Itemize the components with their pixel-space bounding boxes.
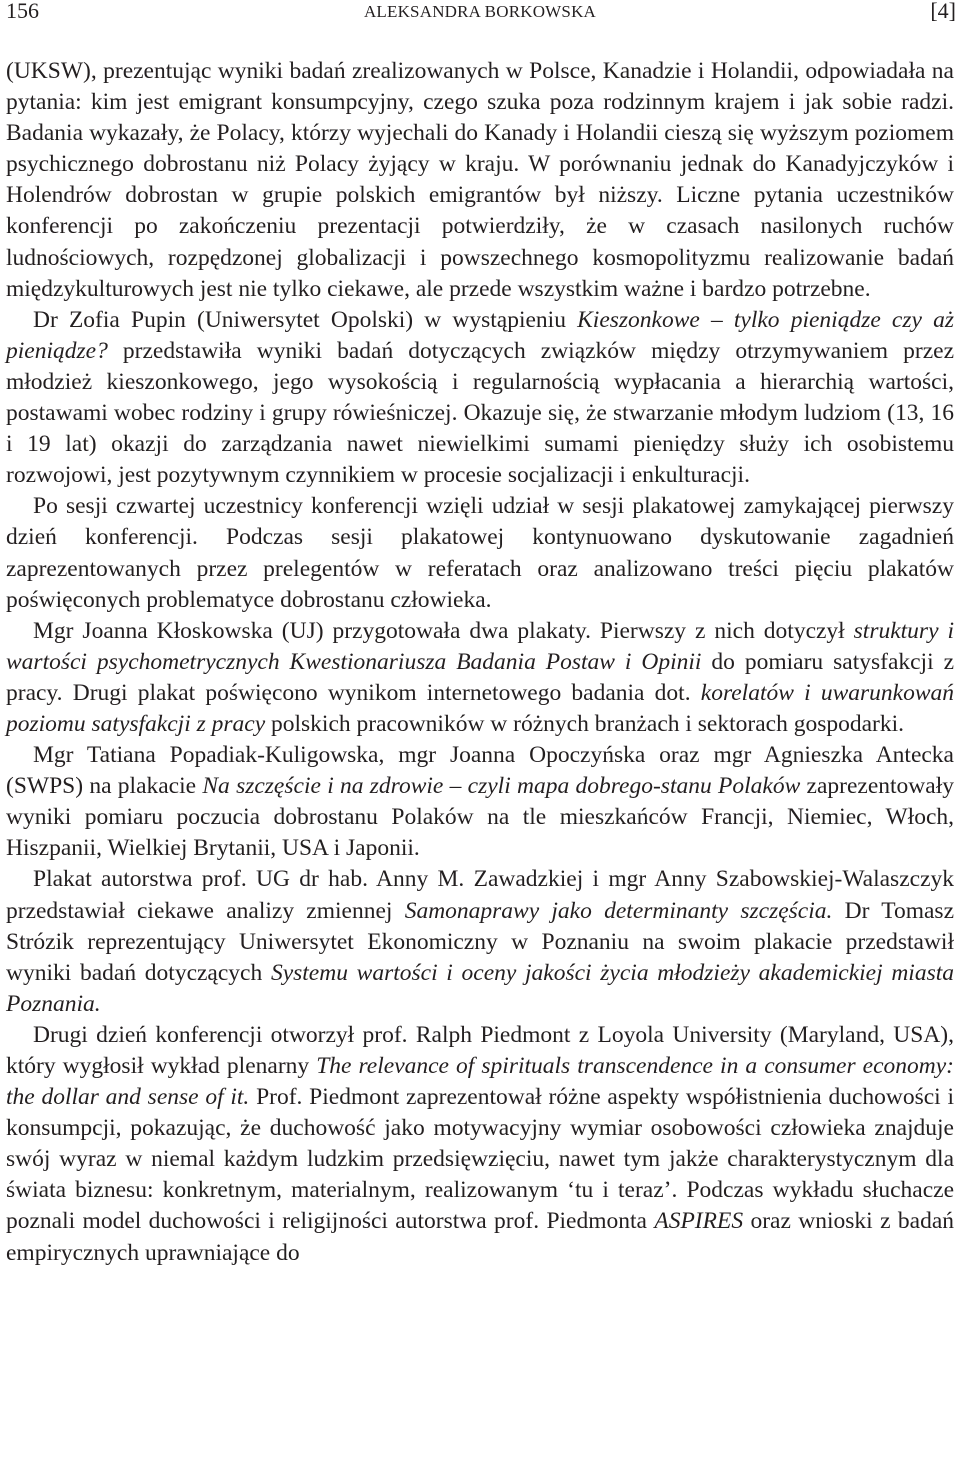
italic-title-text: Systemu wartości i oceny jakości życia młodzieży akademickiej miasta Poznania.	[6, 959, 954, 1017]
body-text-run: Mgr Tatiana Popadiak-Kuligowska, mgr Joanna Opoczyńska oraz mgr Agnieszka Antecka (SWPS) na plakacie	[6, 742, 954, 800]
page-header	[0, 0, 960, 22]
body-text-run: Po sesji czwartej uczestnicy konferencji wzięli udział w sesji plakatowej zamykającej pierwszy dzień konferencji. Podczas sesji plakatowej kontynuowano dyskutowanie zagadnień zaprezentowanych przez prelegentów w referatach oraz analizowano treści pięciu plakatów poświęconych problematyce dobrostanu człowieka.	[6, 493, 954, 613]
body-text-run: zaprezentowały wyniki pomiaru poczucia dobrostanu Polaków na tle mieszkańców Francji, Niemiec, Włoch, Hiszpanii, Wielkiej Brytanii, USA i Japonii.	[6, 773, 954, 862]
body-text	[6, 56, 954, 1269]
body-text-run: Prof. Piedmont zaprezentował różne aspekty współistnienia duchowości i konsumpcji, pokazując, że duchowość jako motywacyjny wymiar osobowości człowieka znajduje swój wyraz w niemal każdym ludzkim przedsięwzięciu, nawet tym jakże charakterystycznym dla świata biznesu: konkretnym, materialnym, realizowanym ‘tu i teraz’. Podczas wykładu słuchacze poznali model duchowości i religijności autorstwa prof. Piedmonta	[6, 1084, 954, 1235]
paragraph-4	[6, 616, 954, 740]
paragraph-1	[6, 56, 954, 305]
body-text-run: oraz wnioski z badań empirycznych uprawniające do	[6, 1208, 955, 1266]
italic-title-text: ASPIRES	[654, 1208, 744, 1235]
body-text-run: przedstawiła wyniki badań dotyczących związków między otrzymywaniem przez młodzież kieszonkowego, jego wysokością i regularnością wypłacania a hierarchią wartości, postawami wobec rodziny i grupy rówieśniczej. Okazuje się, że stwarzanie młodym ludziom (13, 16 i 19 lat) okazji do zarządzania nawet niewielkimi sumami pieniędzy służy ich osobistemu rozwojowi, jest pozytywnym czynnikiem w procesie socjalizacji i enkulturacji.	[6, 337, 954, 489]
italic-title-text: The relevance of spirituals transcendence in a consumer economy: the dollar and sense of it.	[6, 1053, 954, 1111]
body-text-run: do pomiaru satysfakcji z pracy. Drugi plakat poświęcono wynikom internetowego badania dot.	[6, 648, 954, 706]
body-text-run: (UKSW), prezentując wyniki badań zrealizowanych w Polsce, Kanadzie i Holandii, odpowiadała na pytania: kim jest emigrant konsumpcyjny, czego szuka poza rodzinnym krajem i jak sobie radzi. Badania wykazały, że Polacy, którzy wyjechali do Kanady i Holandii cieszą się wyższym poziomem psychicznego dobrostanu niż Polacy żyjący w kraju. W porównaniu jednak do Kanadyjczyków i Holendrów dobrostan w grupie polskich emigrantów był niższy. Liczne pytania uczestników konferencji po zakończeniu prezentacji potwierdziły, że w czasach nasilonych ruchów ludnościowych, rozpędzonej globalizacji i powszechnego kosmopolityzmu realizowanie badań międzykulturowych jest nie tylko ciekawe, ale przede wszystkim ważne i bardzo potrzebne.	[6, 58, 954, 302]
body-text-run: Mgr Joanna Kłoskowska (UJ) przygotowała dwa plakaty. Pierwszy z nich dotyczył	[33, 617, 854, 644]
italic-title-text: korelatów i uwarunkowań poziomu satysfakcji z pracy	[6, 679, 954, 737]
italic-title-text: Na szczęście i na zdrowie – czyli mapa dobrego-stanu Polaków	[202, 773, 801, 800]
section-number: [4]	[930, 0, 956, 23]
body-text-run: Dr Zofia Pupin (Uniwersytet Opolski) w wystąpieniu	[33, 306, 578, 333]
body-text-run: Drugi dzień konferencji otworzył prof. Ralph Piedmont z Loyola University (Maryland, USA), który wygłosił wykład plenarny	[6, 1021, 954, 1079]
page-number: 156	[6, 0, 39, 23]
body-text-run: Plakat autorstwa prof. UG dr hab. Anny M. Zawadzkiej i mgr Anny Szabowskiej-Walaszczyk przedstawiał ciekawe analizy zmiennej	[6, 866, 954, 924]
paragraph-7	[6, 1020, 954, 1269]
body-text-run: polskich pracowników w różnych branżach i sektorach gospodarki.	[265, 710, 904, 737]
paragraph-2	[6, 305, 954, 492]
running-head: ALEKSANDRA BORKOWSKA	[363, 2, 597, 21]
paragraph-6	[6, 864, 954, 1019]
body-text-run: Dr Tomasz Strózik reprezentujący Uniwersytet Ekonomiczny w Poznaniu na swoim plakacie przedstawił wyniki badań dotyczących	[6, 897, 955, 986]
italic-title-text: struktury i wartości psychometrycznych Kwestionariusza Badania Postaw i Opinii	[6, 617, 954, 675]
paragraph-3	[6, 491, 954, 615]
italic-title-text: Samonaprawy jako determinanty szczęścia.	[404, 897, 833, 924]
paragraph-5	[6, 740, 954, 864]
italic-title-text: Kieszonkowe – tylko pieniądze czy aż pieniądze?	[6, 306, 954, 364]
